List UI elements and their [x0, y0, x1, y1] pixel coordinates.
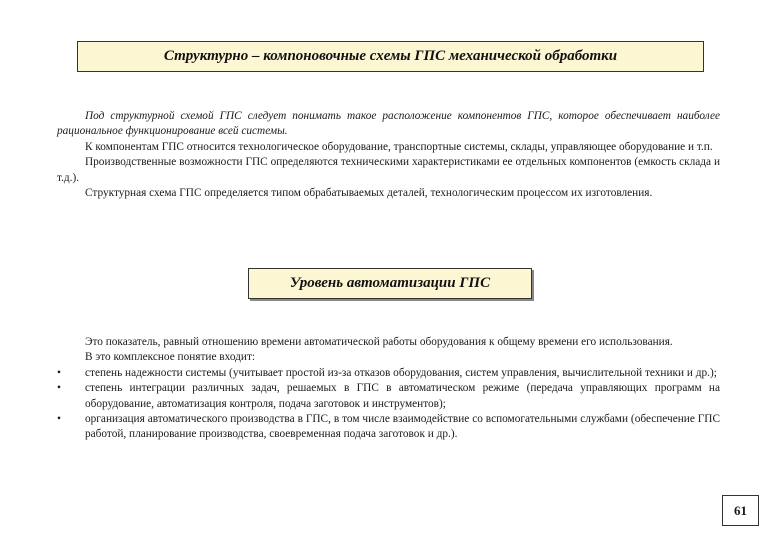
- components-paragraph: К компонентам ГПС относится технологическое оборудование, транспортные системы, склады, управляющее оборудование и т.п.: [85, 140, 713, 153]
- list-item: [57, 412, 720, 443]
- page-number: 61: [722, 495, 759, 526]
- scheme-paragraph: Структурная схема ГПС определяется типом обрабатываемых деталей, технологическим процессом их изготовления.: [85, 187, 653, 200]
- list-item: [57, 381, 720, 412]
- definition-paragraph: Под структурной схемой ГПС следует понимать такое расположение компонентов ГПС, которое обеспечивает наиболее рациональное функционирование всей системы.: [57, 110, 720, 138]
- capabilities-paragraph: Производственные возможности ГПС определяются техническими характеристиками ее отдельных компонентов (емкость склада и т.д.).: [57, 156, 720, 184]
- automation-lead-paragraph: В это комплексное понятие входит:: [85, 351, 256, 364]
- bullet-icon: •: [57, 382, 61, 395]
- list-item-text: степень интеграции различных задач, решаемых в ГПС в автоматическом режиме (передача управляющих программ на оборудование, автоматизация контроля, подача заготовок и инструментов);: [85, 382, 720, 410]
- automation-description: [57, 335, 720, 443]
- page-title: Структурно – компоновочные схемы ГПС механической обработки: [77, 41, 704, 72]
- structure-description: [57, 109, 720, 201]
- automation-intro-paragraph: Это показатель, равный отношению времени автоматической работы оборудования к общему времени его использования.: [85, 336, 673, 348]
- section-title-automation: Уровень автоматизации ГПС: [248, 268, 532, 299]
- list-item: [57, 366, 720, 381]
- list-item-text: организация автоматического производства в ГПС, в том числе взаимодействие со вспомогательными службами (обеспечение ГПС работой, планирование производства, своевременная подача заготовок и др.).: [85, 413, 720, 441]
- list-item-text: степень надежности системы (учитывает простой из-за отказов оборудования, систем управления, вычислительной техники и др.);: [85, 366, 717, 379]
- bullet-icon: •: [57, 366, 61, 379]
- bullet-icon: •: [57, 413, 61, 426]
